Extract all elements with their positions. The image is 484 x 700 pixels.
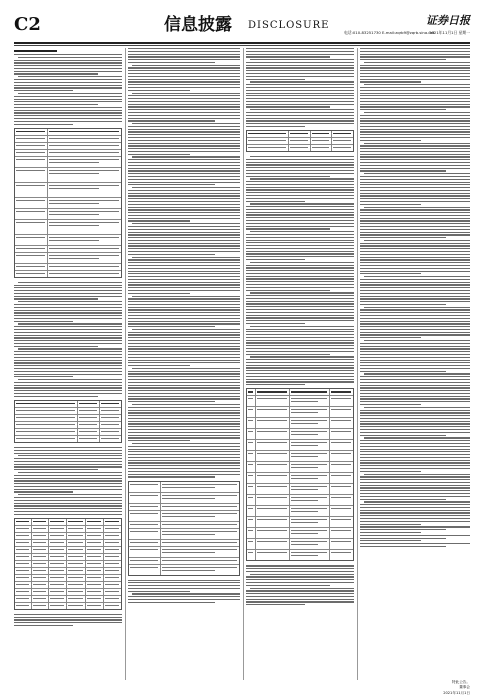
text-column-1 (14, 48, 122, 680)
paragraph (14, 447, 122, 515)
info-table (14, 128, 122, 278)
section-title-en: DISCLOSURE (248, 20, 330, 31)
data-table (14, 400, 122, 443)
text-column-4 (360, 48, 470, 680)
issue-date: 2021年11月1日 星期一 (429, 30, 470, 35)
section-title: 信息披露 (164, 15, 232, 35)
data-table (14, 518, 122, 610)
paragraph (360, 48, 470, 547)
header-rule (14, 42, 470, 44)
signature-date: 2021年11月1日 (443, 690, 470, 695)
page-number: C2 (14, 14, 41, 35)
paragraph (14, 54, 122, 125)
paragraph (246, 156, 354, 385)
paragraph (246, 48, 354, 127)
board-signature: 董事会 (459, 685, 470, 689)
text-column-3 (246, 48, 354, 680)
closing-line: 特此公告。 (452, 679, 470, 684)
paragraph (128, 580, 240, 603)
data-table (246, 130, 354, 152)
column-divider (243, 48, 244, 680)
text-column-2 (128, 48, 240, 680)
data-table (128, 481, 240, 576)
company-list-table (246, 388, 354, 561)
contact-line: 电话:010-83251730 E-mail:zqrb9@zqrb.sina.net (344, 30, 435, 35)
header-rule-thin (14, 45, 470, 46)
paragraph (128, 48, 240, 478)
paragraph (246, 565, 354, 605)
announcement-signature (360, 680, 470, 697)
newspaper-logo: 证券日报 (426, 14, 470, 27)
paragraph (14, 282, 122, 397)
column-divider (357, 48, 358, 680)
column-divider (125, 48, 126, 680)
masthead (14, 14, 470, 40)
paragraph (14, 614, 122, 626)
section-heading (14, 50, 57, 52)
